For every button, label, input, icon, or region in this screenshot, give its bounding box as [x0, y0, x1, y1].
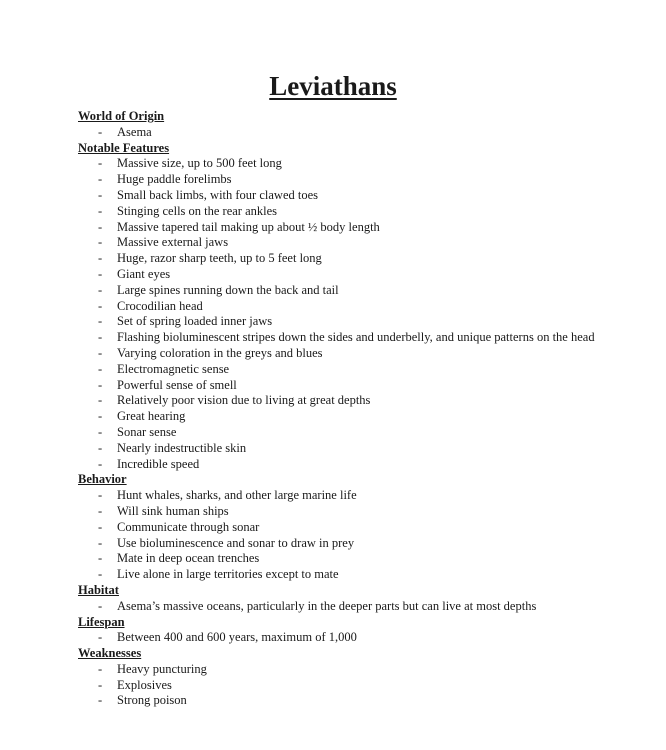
list-item [78, 630, 648, 646]
list-item [78, 567, 648, 583]
list-item-text: Huge, razor sharp teeth, up to 5 feet long [117, 251, 322, 266]
dash-bullet: - [98, 219, 103, 234]
list-item [78, 393, 648, 409]
list-item-text: Explosives [117, 677, 172, 692]
list-item [78, 409, 648, 425]
dash-bullet: - [98, 314, 103, 329]
section-heading: Habitat [78, 582, 119, 597]
section-heading: Behavior [78, 472, 127, 487]
list-item [78, 346, 648, 362]
document-body [78, 109, 648, 709]
list-item-text: Large spines running down the back and tail [117, 282, 339, 297]
list-item [78, 441, 648, 457]
list-item-text: Flashing bioluminescent stripes down the sides and underbelly, and unique patterns on the head [117, 330, 595, 345]
dash-bullet: - [98, 235, 103, 250]
list-item-text: Asema’s massive oceans, particularly in the deeper parts but can live at most depths [117, 598, 537, 613]
list-item [78, 693, 648, 709]
list-item-text: Incredible speed [117, 456, 200, 471]
dash-bullet: - [98, 503, 103, 518]
list-item-text: Electromagnetic sense [117, 361, 230, 376]
dash-bullet: - [98, 551, 103, 566]
list-item [78, 662, 648, 678]
list-item-text: Massive tapered tail making up about ½ body length [117, 219, 380, 234]
dash-bullet: - [98, 330, 103, 345]
dash-bullet: - [98, 345, 103, 360]
dash-bullet: - [98, 298, 103, 313]
list-item [78, 330, 648, 346]
dash-bullet: - [98, 282, 103, 297]
dash-bullet: - [98, 203, 103, 218]
section-heading: Lifespan [78, 614, 125, 629]
dash-bullet: - [98, 409, 103, 424]
list-item-text: Crocodilian head [117, 298, 203, 313]
list-item-text: Between 400 and 600 years, maximum of 1,000 [117, 630, 357, 645]
list-item [78, 362, 648, 378]
dash-bullet: - [98, 598, 103, 613]
list-item-text: Giant eyes [117, 266, 171, 281]
list-item-text: Great hearing [117, 409, 186, 424]
list-item [78, 235, 648, 251]
list-item [78, 172, 648, 188]
dash-bullet: - [98, 535, 103, 550]
section-list [78, 662, 648, 709]
list-item [78, 599, 648, 615]
dash-bullet: - [98, 124, 103, 139]
list-item-text: Varying coloration in the greys and blues [117, 345, 323, 360]
list-item-text: Strong poison [117, 693, 187, 708]
list-item [78, 204, 648, 220]
dash-bullet: - [98, 456, 103, 471]
list-item-text: Small back limbs, with four clawed toes [117, 187, 319, 202]
list-item [78, 251, 648, 267]
section-list [78, 488, 648, 583]
list-item-text: Hunt whales, sharks, and other large marine life [117, 488, 357, 503]
list-item [78, 678, 648, 694]
list-item-text: Communicate through sonar [117, 519, 260, 534]
list-item [78, 457, 648, 473]
dash-bullet: - [98, 630, 103, 645]
document-title: Leviathans [269, 71, 397, 101]
list-item-text: Use bioluminescence and sonar to draw in prey [117, 535, 355, 550]
list-item [78, 520, 648, 536]
list-item [78, 551, 648, 567]
section-list [78, 125, 648, 141]
dash-bullet: - [98, 251, 103, 266]
dash-bullet: - [98, 693, 103, 708]
dash-bullet: - [98, 424, 103, 439]
dash-bullet: - [98, 172, 103, 187]
dash-bullet: - [98, 393, 103, 408]
list-item-text: Heavy puncturing [117, 661, 207, 676]
section-heading: World of Origin [78, 109, 165, 123]
dash-bullet: - [98, 187, 103, 202]
list-item-text: Massive external jaws [117, 235, 229, 250]
dash-bullet: - [98, 361, 103, 376]
dash-bullet: - [98, 156, 103, 171]
list-item-text: Powerful sense of smell [117, 377, 237, 392]
list-item-text: Set of spring loaded inner jaws [117, 314, 273, 329]
list-item-text: Asema [117, 124, 152, 139]
dash-bullet: - [98, 567, 103, 582]
list-item [78, 425, 648, 441]
list-item [78, 156, 648, 172]
list-item [78, 220, 648, 236]
list-item [78, 125, 648, 141]
section-heading: Notable Features [78, 140, 170, 155]
section-list [78, 156, 648, 472]
list-item-text: Will sink human ships [117, 503, 229, 518]
list-item [78, 378, 648, 394]
section-heading: Weaknesses [78, 646, 142, 661]
list-item-text: Huge paddle forelimbs [117, 172, 232, 187]
list-item [78, 488, 648, 504]
list-item-text: Live alone in large territories except to mate [117, 567, 339, 582]
dash-bullet: - [98, 661, 103, 676]
list-item-text: Sonar sense [117, 424, 177, 439]
list-item [78, 188, 648, 204]
list-item-text: Relatively poor vision due to living at great depths [117, 393, 371, 408]
list-item-text: Nearly indestructible skin [117, 440, 247, 455]
dash-bullet: - [98, 519, 103, 534]
list-item-text: Massive size, up to 500 feet long [117, 156, 282, 171]
section-list [78, 630, 648, 646]
dash-bullet: - [98, 488, 103, 503]
dash-bullet: - [98, 677, 103, 692]
list-item [78, 504, 648, 520]
dash-bullet: - [98, 440, 103, 455]
section-list [78, 599, 648, 615]
dash-bullet: - [98, 266, 103, 281]
list-item [78, 283, 648, 299]
list-item [78, 536, 648, 552]
list-item-text: Mate in deep ocean trenches [117, 551, 260, 566]
list-item [78, 267, 648, 283]
dash-bullet: - [98, 377, 103, 392]
list-item [78, 314, 648, 330]
list-item-text: Stinging cells on the rear ankles [117, 203, 278, 218]
list-item [78, 299, 648, 315]
